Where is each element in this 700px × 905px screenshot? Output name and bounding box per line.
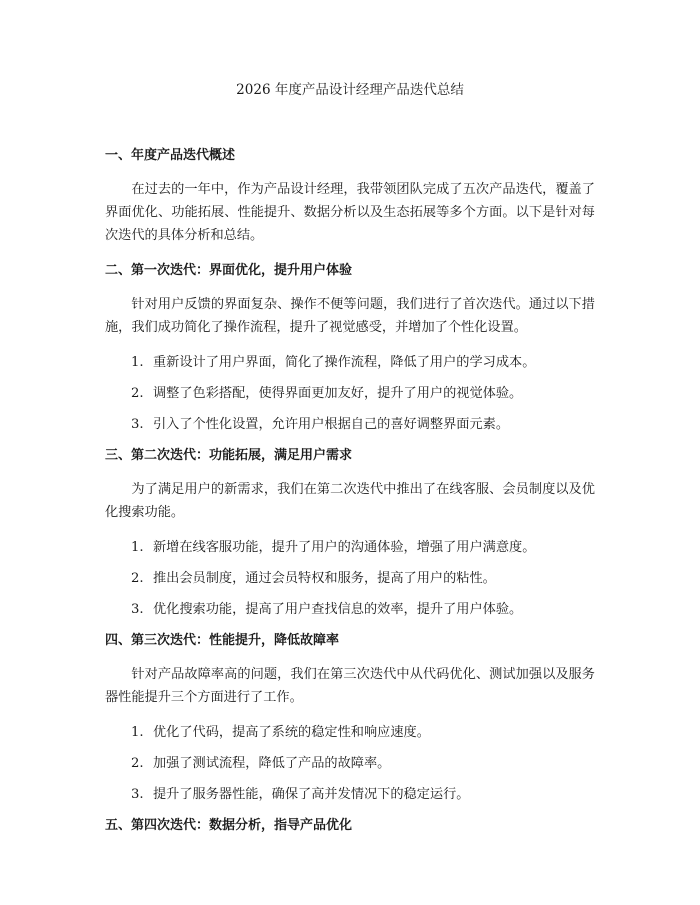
list-item <box>105 353 595 373</box>
section-iteration-1 <box>105 261 595 435</box>
list-item <box>105 785 595 805</box>
section-paragraph: 针对产品故障率高的问题，我们在第三次迭代中从代码优化、测试加强以及服务器性能提升三个方面进行了工作。 <box>105 667 595 705</box>
section-heading: 二、第一次迭代：界面优化，提升用户体验 <box>105 263 353 278</box>
list-item <box>105 415 595 435</box>
list-number: 1. <box>131 540 144 555</box>
list-number: 2. <box>131 571 144 586</box>
section-heading: 五、第四次迭代：数据分析，指导产品优化 <box>105 818 353 833</box>
section-overview <box>105 146 595 247</box>
list-text: 提升了服务器性能，确保了高并发情况下的稳定运行。 <box>153 787 470 802</box>
list-text: 引入了个性化设置，允许用户根据自己的喜好调整界面元素。 <box>153 417 510 432</box>
section-paragraph: 针对用户反馈的界面复杂、操作不便等问题，我们进行了首次迭代。通过以下措施，我们成功简化了操作流程，提升了视觉感受，并增加了个性化设置。 <box>105 297 595 335</box>
list-text: 新增在线客服功能，提升了用户的沟通体验，增强了用户满意度。 <box>153 540 536 555</box>
list-item <box>105 569 595 589</box>
list-number: 3. <box>131 602 144 617</box>
list-text: 优化了代码，提高了系统的稳定性和响应速度。 <box>153 725 430 740</box>
list-text: 推出会员制度，通过会员特权和服务，提高了用户的粘性。 <box>153 571 496 586</box>
list-item <box>105 538 595 558</box>
list-item <box>105 384 595 404</box>
list-number: 3. <box>131 417 144 432</box>
list-number: 2. <box>131 756 144 771</box>
section-paragraph: 为了满足用户的新需求，我们在第二次迭代中推出了在线客服、会员制度以及优化搜索功能。 <box>105 482 595 520</box>
section-iteration-4 <box>105 816 595 836</box>
list-item <box>105 723 595 743</box>
list-item <box>105 754 595 774</box>
section-heading: 四、第三次迭代：性能提升，降低故障率 <box>105 633 340 648</box>
list-number: 2. <box>131 386 144 401</box>
list-item <box>105 600 595 620</box>
list-text: 加强了测试流程，降低了产品的故障率。 <box>153 756 391 771</box>
section-heading: 三、第二次迭代：功能拓展，满足用户需求 <box>105 448 353 463</box>
numbered-list <box>105 538 595 620</box>
numbered-list <box>105 353 595 435</box>
list-number: 1. <box>131 725 144 740</box>
section-heading: 一、年度产品迭代概述 <box>105 148 236 163</box>
list-text: 重新设计了用户界面，简化了操作流程，降低了用户的学习成本。 <box>153 355 536 370</box>
list-number: 3. <box>131 787 144 802</box>
document-title: 2026 年度产品设计经理产品迭代总结 <box>236 82 464 98</box>
numbered-list <box>105 723 595 805</box>
list-text: 优化搜索功能，提高了用户查找信息的效率，提升了用户体验。 <box>153 602 523 617</box>
section-paragraph: 在过去的一年中，作为产品设计经理，我带领团队完成了五次产品迭代，覆盖了界面优化、功能拓展、性能提升、数据分析以及生态拓展等多个方面。以下是针对每次迭代的具体分析和总结。 <box>105 182 595 243</box>
list-text: 调整了色彩搭配，使得界面更加友好，提升了用户的视觉体验。 <box>153 386 523 401</box>
section-iteration-3 <box>105 631 595 805</box>
section-iteration-2 <box>105 446 595 620</box>
list-number: 1. <box>131 355 144 370</box>
